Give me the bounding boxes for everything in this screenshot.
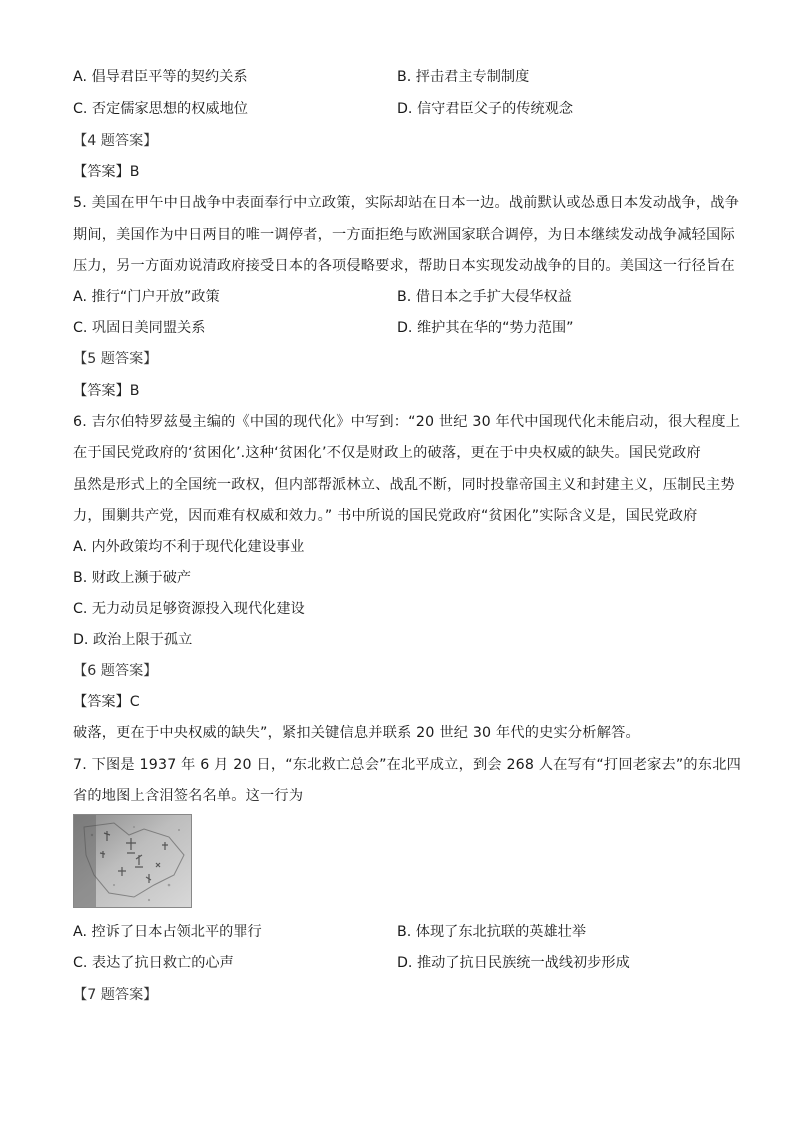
- q5-option-d: D. 维护其在华的“势力范围”: [397, 320, 574, 336]
- q7-option-a: A. 控诉了日本占领北平的罪行: [73, 924, 262, 940]
- q6-text-line-3: 虽然是形式上的全国统一政权，但内部帮派林立、战乱不断，同时投靠帝国主义和封建主义，压制民主势: [73, 477, 735, 493]
- q4-answer-tag: 【4 题答案】: [73, 133, 158, 149]
- q4-option-c: C. 否定儒家思想的权威地位: [73, 101, 248, 117]
- q7-options-row-1: [73, 921, 733, 943]
- q7-options-row-2: [73, 952, 733, 974]
- q6-explanation: 破落，更在于中央权威的缺失”，紧扣关键信息并联系 20 世纪 30 年代的史实分析解答。: [73, 725, 640, 741]
- q6-option-d: D. 政治上限于孤立: [73, 632, 193, 648]
- q5-text-line-2: 期间，美国作为中日两目的唯一调停者，一方面拒绝与欧洲国家联合调停，为日本继续发动战争减轻国际: [73, 227, 735, 243]
- q5-answer-tag: 【5 题答案】: [73, 351, 158, 367]
- q4-option-a: A. 倡导君臣平等的契约关系: [73, 69, 248, 85]
- q5-option-b: B. 借日本之手扩大侵华权益: [397, 289, 572, 305]
- q4-option-d: D. 信守君臣父子的传统观念: [397, 101, 574, 117]
- q7-option-b: B. 体现了东北抗联的英雄壮举: [397, 924, 587, 940]
- q5-options-row-1: [73, 286, 733, 308]
- q7-text-line-1: 7. 下图是 1937 年 6 月 20 日，“东北救亡总会”在北平成立，到会 268 人在写有“打回老家去”的东北四: [73, 757, 741, 773]
- q4-option-b: B. 抨击君主专制制度: [397, 69, 530, 85]
- q4-options-row-2: [73, 98, 733, 120]
- q7-option-d: D. 推动了抗日民族统一战线初步形成: [397, 955, 630, 971]
- q6-answer: 【答案】C: [73, 694, 140, 710]
- q6-text-line-1: 6. 吉尔伯特罗兹曼主编的《中国的现代化》中写到：“20 世纪 30 年代中国现代化未能启动，很大程度上: [73, 414, 741, 430]
- historical-photo-signed-map: [73, 814, 192, 908]
- q4-options-row-1: [73, 66, 733, 88]
- q6-text-line-2: 在于国民党政府的‘贫困化’.这种‘贫困化’不仅是财政上的破落，更在于中央权威的缺失。国民党政府: [73, 445, 701, 461]
- q5-text-line-1: 5. 美国在甲午中日战争中表面奉行中立政策，实际却站在日本一边。战前默认或怂恿日本发动战争，战争: [73, 195, 740, 211]
- q6-answer-tag: 【6 题答案】: [73, 663, 158, 679]
- q7-text-line-2: 省的地图上含泪签名名单。这一行为: [73, 788, 304, 804]
- q5-option-c: C. 巩固日美同盟关系: [73, 320, 206, 336]
- q5-option-a: A. 推行“门户开放”政策: [73, 289, 220, 305]
- q4-answer: 【答案】B: [73, 164, 140, 180]
- q6-option-c: C. 无力动员足够资源投入现代化建设: [73, 601, 305, 617]
- q6-option-a: A. 内外政策均不利于现代化建设事业: [73, 539, 305, 555]
- q5-text-line-3: 压力，另一方面劝说清政府接受日本的各项侵略要求，帮助日本实现发动战争的目的。美国这一行径旨在: [73, 258, 735, 274]
- q5-answer: 【答案】B: [73, 383, 140, 399]
- q7-option-c: C. 表达了抗日救亡的心声: [73, 955, 234, 971]
- q5-options-row-2: [73, 317, 733, 339]
- q6-text-line-4: 力，围剿共产党，因而难有权威和效力。” 书中所说的国民党政府“贫困化”实际含义是，国民党政府: [73, 508, 698, 524]
- q6-option-b: B. 财政上濒于破产: [73, 570, 192, 586]
- signed-map-image: [74, 815, 191, 907]
- q7-answer-tag: 【7 题答案】: [73, 987, 158, 1003]
